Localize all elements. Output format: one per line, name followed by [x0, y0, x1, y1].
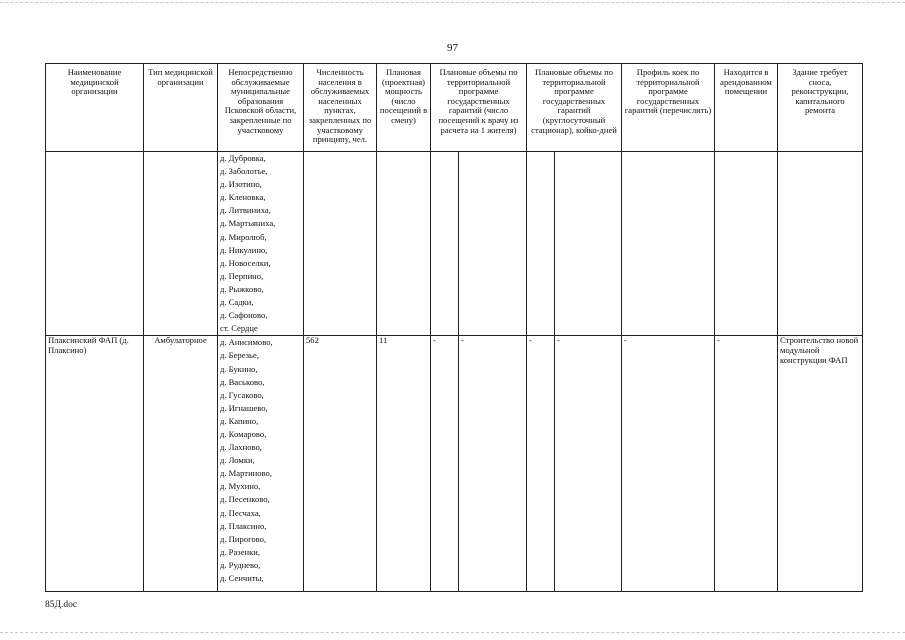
cell-visits-b: [459, 152, 527, 336]
table-row: [46, 152, 863, 336]
village-item: д. Ломки,: [220, 455, 255, 466]
cell-beds-a: -: [527, 336, 555, 592]
header-building: Здание требует сноса, реконструкции, капитального ремонта: [778, 64, 863, 152]
village-item: д. Рыжково,: [220, 283, 264, 294]
header-visits: Плановые объемы по территориальной программе государственных гарантий (число посещений к врачу из расчета на 1 жителя): [431, 64, 527, 152]
cell-visits-a: [431, 152, 459, 336]
medical-organizations-table: [45, 63, 863, 592]
village-item: д. Сафоново,: [220, 310, 268, 321]
header-org-type: Тип медицинской организации: [144, 64, 218, 152]
cell-visits-b: -: [459, 336, 527, 592]
village-item: д. Мухино,: [220, 481, 261, 492]
village-item: д. Дубровка,: [220, 153, 266, 163]
village-item: д. Мартиново,: [220, 468, 273, 479]
village-item: д. Изотино,: [220, 179, 262, 190]
cell-building: [778, 152, 863, 336]
cell-bed-profile: -: [622, 336, 715, 592]
village-item: д. Игнашево,: [220, 402, 268, 413]
village-item: д. Плаксино,: [220, 520, 267, 531]
village-item: д. Садки,: [220, 297, 254, 308]
table-header-row: [46, 64, 863, 152]
village-item: д. Букино,: [220, 363, 258, 374]
village-item: д. Сенчиты,: [220, 573, 264, 583]
village-item: д. Литвиниха,: [220, 205, 271, 216]
village-list: [220, 336, 301, 585]
scan-edge-top: [0, 2, 905, 4]
cell-capacity: [377, 152, 431, 336]
header-capacity: Плановая (проектная) мощность (число посещений в смену): [377, 64, 431, 152]
cell-capacity: 11: [377, 336, 431, 592]
village-item: д. Песенково,: [220, 494, 270, 505]
header-beds: Плановые объемы по территориальной программе государственных гарантий (круглосуточный стационар), койко-дней: [527, 64, 622, 152]
header-org-name: Наименование медицинской организации: [46, 64, 144, 152]
village-item: д. Заболотье,: [220, 166, 268, 177]
village-item: д. Березье,: [220, 350, 259, 361]
village-list: [220, 152, 301, 335]
scan-edge-bottom: [0, 632, 905, 634]
page-number: 97: [447, 42, 458, 54]
village-item: д. Комарово,: [220, 428, 267, 439]
header-rented: Находится в арендованном помещении: [715, 64, 778, 152]
village-item: ст. Сердце: [220, 323, 258, 334]
village-item: д. Лахново,: [220, 442, 262, 453]
cell-villages: [218, 336, 304, 592]
village-item: д. Никулино,: [220, 244, 268, 255]
cell-beds-b: -: [555, 336, 622, 592]
cell-org-type: Амбулаторное: [144, 336, 218, 592]
cell-rented: [715, 152, 778, 336]
village-item: д. Руднево,: [220, 559, 261, 570]
cell-villages: [218, 152, 304, 336]
village-item: д. Перпино,: [220, 270, 264, 281]
village-item: д. Пирогово,: [220, 533, 267, 544]
village-item: д. Капино,: [220, 415, 259, 426]
cell-rented: -: [715, 336, 778, 592]
cell-bed-profile: [622, 152, 715, 336]
cell-population: [304, 152, 377, 336]
cell-beds-a: [527, 152, 555, 336]
village-item: д. Васьково,: [220, 376, 265, 387]
cell-visits-a: -: [431, 336, 459, 592]
village-item: д. Песчаха,: [220, 507, 261, 518]
village-item: д. Разенки,: [220, 546, 260, 557]
village-item: д. Анисимово,: [220, 337, 273, 348]
cell-org-name: Плаксинский ФАП (д. Плаксино): [46, 336, 144, 592]
table-row: [46, 336, 863, 592]
cell-building: Строительство новой модульной конструкции ФАП: [778, 336, 863, 592]
village-item: д. Новоселки,: [220, 257, 271, 268]
village-item: д. Кленовка,: [220, 192, 266, 203]
cell-population: 562: [304, 336, 377, 592]
village-item: д. Мартьяниха,: [220, 218, 276, 229]
footer-file-name: 85Д.doc: [45, 600, 78, 610]
cell-org-type: [144, 152, 218, 336]
header-population: Численность населения в обслуживаемых населенных пунктах, закрепленных по участковому принципу, чел.: [304, 64, 377, 152]
village-item: д. Миролюб,: [220, 231, 267, 242]
cell-beds-b: [555, 152, 622, 336]
header-municipalities: Непосредственно обслуживаемые муниципальные образования Псковской области, закрепленные по участковому: [218, 64, 304, 152]
header-bed-profile: Профиль коек по территориальной программе государственных гарантий (перечислить): [622, 64, 715, 152]
village-item: д. Гусаково,: [220, 389, 264, 400]
cell-org-name: [46, 152, 144, 336]
